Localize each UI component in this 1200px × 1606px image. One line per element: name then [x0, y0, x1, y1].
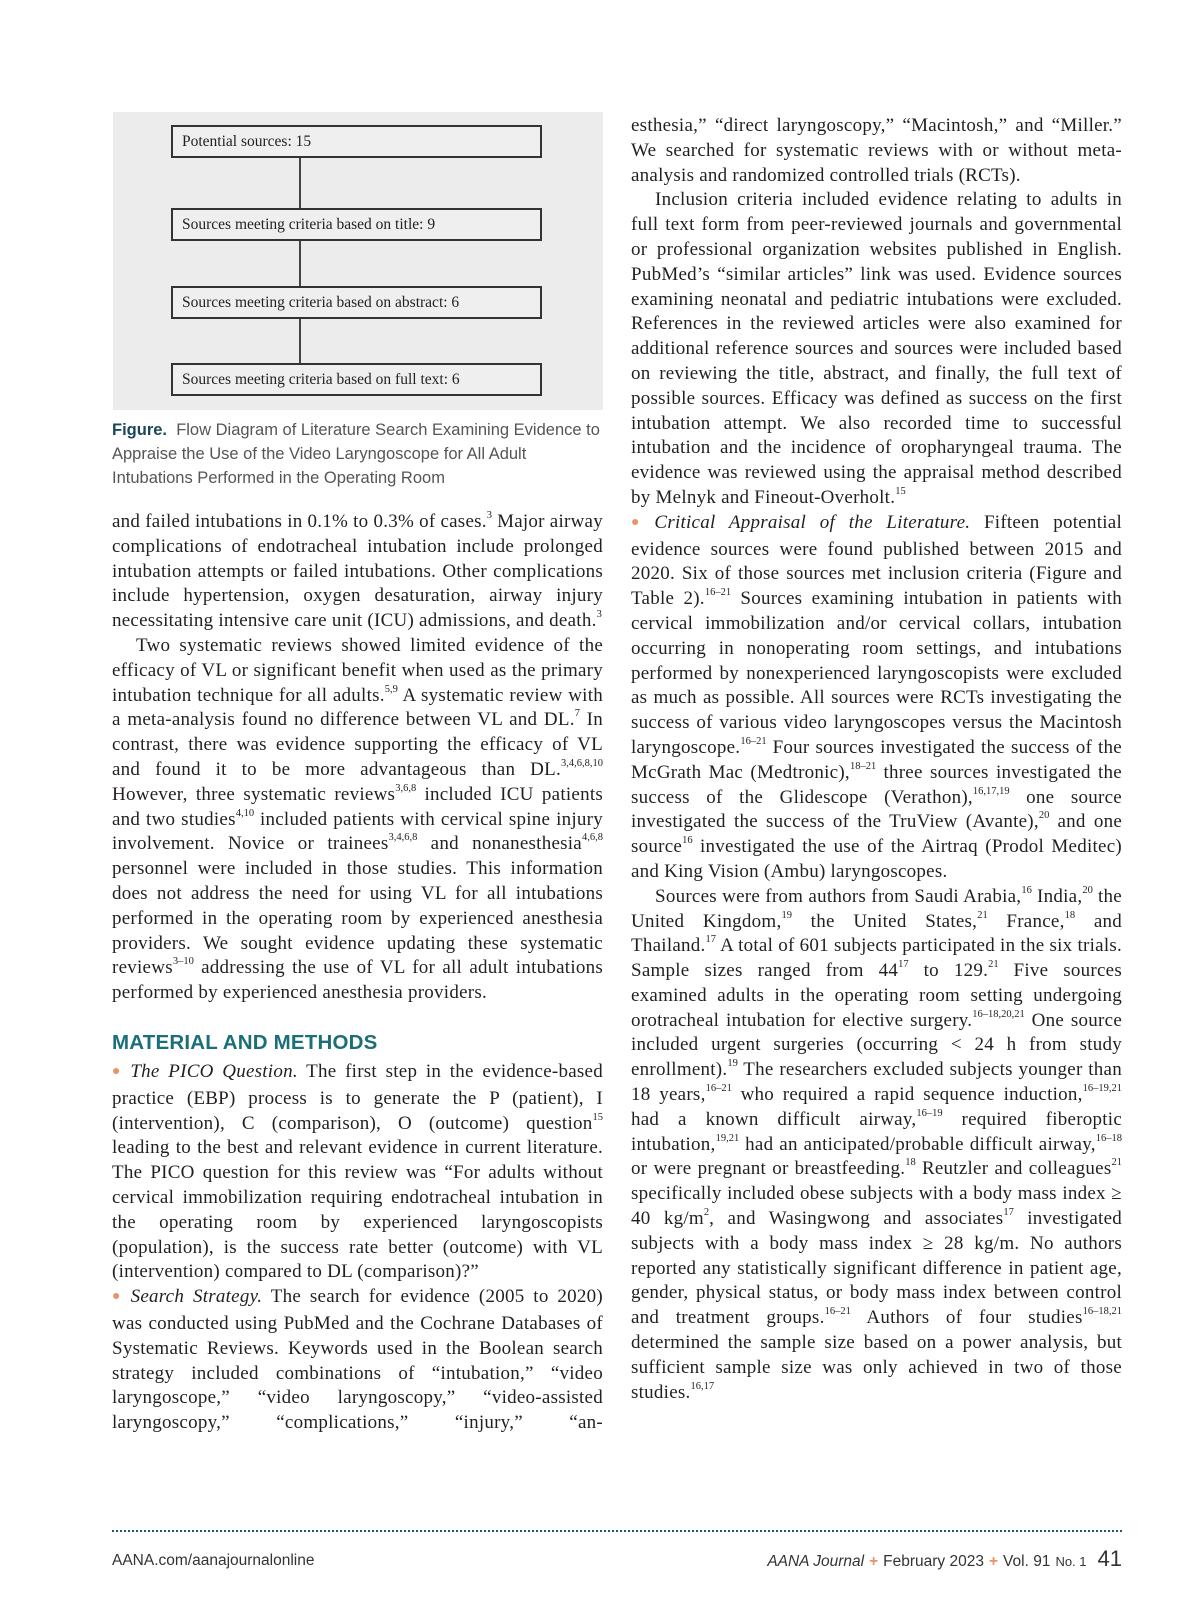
citation-superscript: 16,17: [690, 1380, 715, 1392]
paragraph: and failed intubations in 0.1% to 0.3% of cases.$^3$ Major airway complications of endotracheal intubation include prolonged intubation attempts or failed intubations. Other complications include hypertension, oxygen desaturation, airway injury necessitating intensive care unit (ICU) admissions, and death.$^3$: [112, 510, 603, 632]
flow-connector: [299, 319, 301, 365]
figure-caption: [112, 418, 607, 490]
citation-superscript: 16–18,20,21: [972, 1008, 1025, 1020]
citation-superscript: 15: [592, 1111, 603, 1123]
run-in-subheading: Critical Appraisal of the Literature.: [654, 511, 971, 533]
citation-superscript: 18: [1064, 909, 1076, 921]
flow-connector: [299, 241, 301, 287]
flow-box-abstract: Sources meeting criteria based on abstract: 6: [171, 286, 542, 319]
citation-superscript: 16–18: [1095, 1132, 1122, 1144]
citation-superscript: 16–18,21: [1082, 1306, 1122, 1318]
footer-divider: [112, 1530, 1122, 1532]
citation-superscript: 17: [705, 934, 717, 946]
footer-volume: Vol. 91: [1003, 1553, 1051, 1570]
paragraph: ● Critical Appraisal of the Literature. Fifteen potential evidence sources were found published between 2015 and 2020. Six of those sources met inclusion criteria (Figure and Table 2).$^{16-21}$ Sources examining intubation in patients with cervical immobilization and/or cervical collars, intubation occurring in nonoperating room settings, and intubations performed by nonexperienced laryngoscopists were excluded as much as possible. All sources were RCTs investigating the success of various video laryngoscopes versus the Macintosh laryngoscope.$^{16-21}$ Four sources investigated the success of the McGrath Mac (Medtronic),$^{18-21}$ three sources investigated the success of the Glidescope (Verathon),$^{16,17,19}$ one source investigated the success of the TruView (Avante),$^{20}$ and one source$^{16}$ investigated the use of the Airtraq (Prodol Meditec) and King Vision (Ambu) laryngoscopes.: [631, 511, 1122, 882]
citation-superscript: 16: [1021, 884, 1032, 896]
footer-date: February 2023: [883, 1553, 984, 1570]
footer-number: No. 1: [1055, 1554, 1087, 1569]
plus-separator-icon: +: [869, 1553, 879, 1570]
citation-superscript: 16–21: [740, 735, 767, 747]
page-number: 41: [1097, 1546, 1122, 1571]
citation-superscript: 5,9: [384, 683, 398, 695]
citation-superscript: 21: [988, 959, 999, 971]
left-text-top: [112, 510, 603, 1006]
citation-superscript: 21: [1111, 1157, 1122, 1169]
citation-superscript: 2: [703, 1207, 710, 1219]
bullet-icon: ●: [631, 514, 649, 530]
footer-journal: AANA Journal: [767, 1553, 865, 1570]
citation-superscript: 19,21: [715, 1132, 740, 1144]
footer-url[interactable]: AANA.com/aanajournalonline: [112, 1552, 315, 1569]
citation-superscript: 16–21: [704, 587, 732, 599]
flow-diagram: [113, 112, 603, 410]
citation-superscript: 20: [1082, 884, 1093, 896]
flow-box-potential: Potential sources: 15: [171, 125, 542, 158]
citation-superscript: 20: [1038, 810, 1050, 822]
citation-superscript: 3,4,6,8,10: [561, 757, 603, 769]
citation-superscript: 16–19: [916, 1107, 943, 1119]
citation-superscript: 19: [727, 1058, 738, 1070]
flow-box-fulltext: Sources meeting criteria based on full text: 6: [171, 363, 542, 396]
section-heading-methods: MATERIAL AND METHODS: [112, 1030, 378, 1054]
citation-superscript: 17: [1003, 1207, 1014, 1219]
citation-superscript: 16–19,21: [1082, 1083, 1122, 1095]
flow-box-title: Sources meeting criteria based on title: 9: [171, 208, 542, 241]
paragraph: ● The PICO Question. The first step in the evidence-based practice (EBP) process is to generate the P (patient), I (intervention), C (comparison), O (outcome) question$^{15}$ leading to the best and relevant evidence in current literature. The PICO question for this review was “For adults without cervical immobilization requiring endotracheal intubation in the operating room by experienced laryngoscopists (population), is the success rate better (outcome) with VL (intervention) compared to DL (comparison)?”: [112, 1060, 603, 1283]
citation-superscript: 17: [898, 959, 909, 971]
figure-caption-text: Flow Diagram of Literature Search Examining Evidence to Appraise the Use of the Video Laryngoscope for All Adult Intubations Performed in the Operating Room: [112, 421, 600, 487]
citation-superscript: 21: [977, 909, 988, 921]
citation-superscript: 3: [486, 510, 493, 521]
paragraph: Sources were from authors from Saudi Arabia,$^{16}$ India,$^{20}$ the United Kingdom,$^{19}$ the United States,$^{21}$ France,$^{18}$ and Thailand.$^{17}$ A total of 601 subjects participated in the six trials. Sample sizes ranged from $44^{17}$ to 129.21 Five sources examined adults in the operating room setting undergoing orotracheal intubation for elective surgery.$^{16-18,20,21}$ One source included urgent surgeries (occurring < 24 h from study enrollment).$^{19}$ The researchers excluded subjects younger than 18 years,$^{16-21}$ who required a rapid sequence induction,$^{16-19,21}$ had a known difficult airway,$^{16-19}$ required fiberoptic intubation,$^{19,21}$ had an anticipated/probable difficult airway,$^{16-18}$ or were pregnant or breastfeeding.$^{18}$ Reutzler and colleagues$^{21}$ specifically included obese subjects with a body mass index ≥ 40 $kg/m^2$, and Wasingwong and associates$^{17}$ investigated subjects with a body mass index ≥ 28 kg/m. No authors reported any statistically significant difference in patient age, gender, physical status, or body mass index between control and treatment groups.$^{16-21}$ Authors of four studies$^{16-18,21}$ determined the sample size based on a power analysis, but sufficient sample size was only achieved in two of those studies.$^{16,17}$: [631, 884, 1123, 1403]
run-in-subheading: Search Strategy.: [130, 1286, 263, 1308]
citation-superscript: 3: [596, 609, 602, 621]
left-text-methods: [112, 1060, 603, 1436]
bullet-icon: ●: [112, 1063, 125, 1079]
citation-superscript: 16–21: [705, 1083, 732, 1095]
paragraph: ● Search Strategy. The search for evidence (2005 to 2020) was conducted using PubMed and the Cochrane Databases of Systematic Reviews. Keywords used in the Boolean search strategy included combinations of “intubation,” “video laryngoscope,” “video laryngoscopy,” “video-assisted laryngoscopy,” “complications,” “injury,” “an-: [112, 1286, 603, 1434]
citation-superscript: 15: [895, 485, 906, 497]
citation-superscript: 3,6,8: [395, 782, 417, 794]
paragraph: esthesia,” “direct laryngoscopy,” “Macintosh,” and “Miller.” We searched for systematic reviews with or without meta-analysis and randomized controlled trials (RCTs).: [631, 115, 1122, 186]
paragraph: Inclusion criteria included evidence relating to adults in full text form from peer-reviewed journals and governmental or professional organization websites published in English. PubMed’s “similar articles” link was used. Evidence sources examining neonatal and pediatric intubations were excluded. References in the reviewed articles were also examined for additional reference sources and sources were included based on reviewing the title, abstract, and finally, the full text of possible sources. Efficacy was defined as success on the first intubation attempt. We also recorded time to successful intubation and the incidence of oropharyngeal trauma. The evidence was reviewed using the appraisal method described by Melnyk and Fineout-Overholt.$^{15}$: [631, 189, 1122, 508]
paragraph: Two systematic reviews showed limited evidence of the efficacy of VL or significant benefit when used as the primary intubation technique for all adults.$^{5,9}$ A systematic review with a meta-analysis found no difference between VL and DL.$^7$ In contrast, there was evidence supporting the efficacy of VL and found it to be more advantageous than DL.$^{3,4,6,8,10}$ However, three systematic reviews$^{3,6,8}$ included ICU patients and two studies$^{4,10}$ included patients with cervical spine injury involvement. Novice or trainees$^{3,4,6,8}$ and nonanesthesia$^{4,6,8}$ personnel were included in those studies. This information does not address the need for using VL for all intubations performed in the operating room by experienced anesthesia providers. We sought evidence updating these systematic reviews$^{3-10}$ addressing the use of VL for all adult intubations performed by experienced anesthesia providers.: [112, 634, 604, 1004]
citation-superscript: 16–21: [824, 1306, 851, 1318]
citation-superscript: 4,6,8: [582, 832, 603, 844]
citation-superscript: 7: [574, 708, 581, 720]
left-column: [112, 510, 603, 1436]
citation-superscript: 16: [682, 835, 693, 847]
citation-superscript: 18–21: [849, 760, 877, 772]
flow-connector: [299, 158, 301, 208]
citation-superscript: 18: [905, 1157, 916, 1169]
plus-separator-icon: +: [988, 1553, 999, 1570]
citation-superscript: 3,4,6,8: [388, 832, 418, 844]
citation-superscript: 16,17,19: [972, 785, 1010, 797]
bullet-icon: ●: [112, 1289, 125, 1305]
footer-citation: [767, 1546, 1122, 1572]
figure-label: Figure.: [112, 421, 168, 439]
citation-superscript: 19: [781, 909, 792, 921]
right-column: [631, 114, 1122, 1405]
right-text: [631, 114, 1122, 1405]
run-in-subheading: The PICO Question.: [130, 1060, 298, 1082]
citation-superscript: 3–10: [172, 956, 194, 968]
citation-superscript: 4,10: [235, 807, 255, 819]
